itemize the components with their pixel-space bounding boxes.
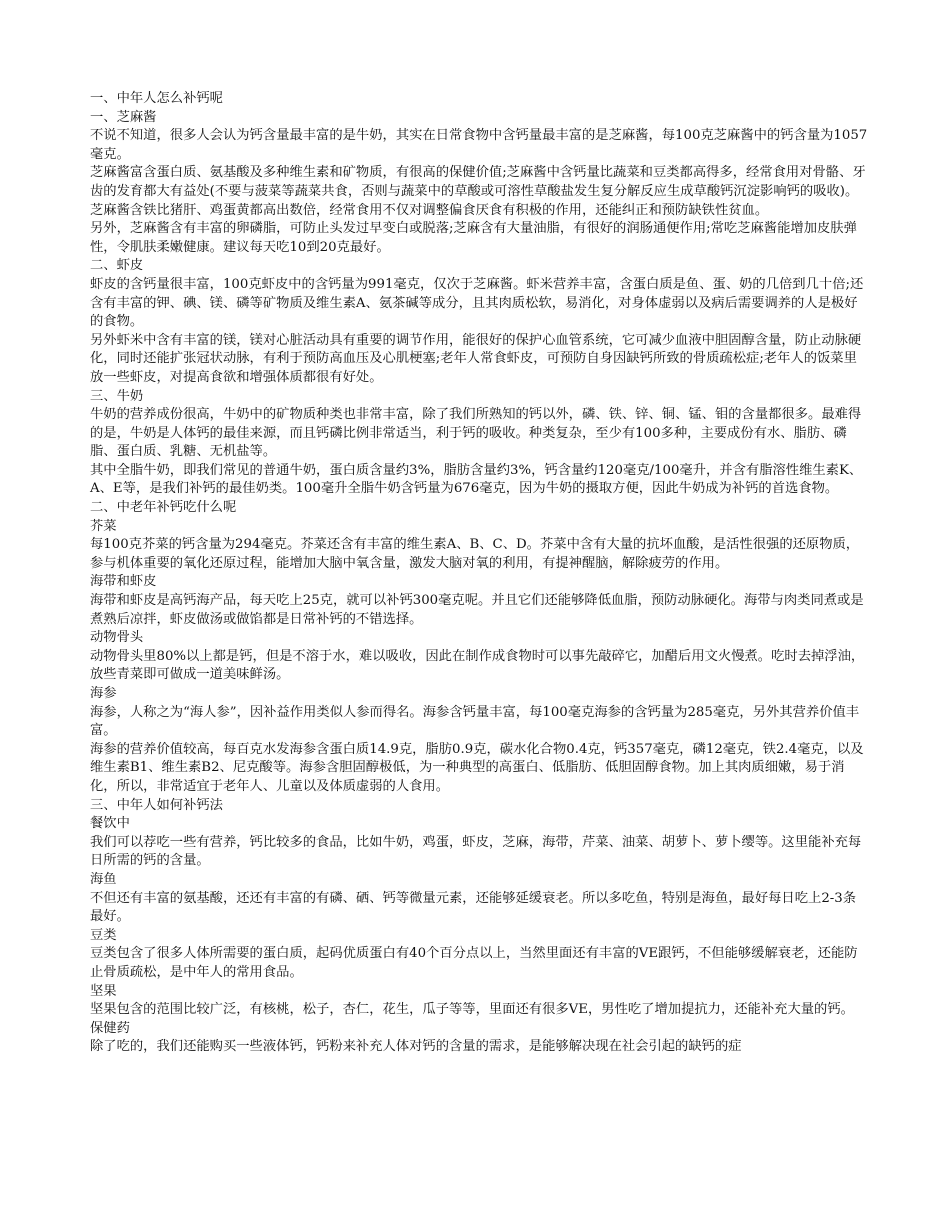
paragraph: 其中全脂牛奶，即我们常见的普通牛奶，蛋白质含量约3%，脂肪含量约3%，钙含量约120毫克/100毫升，并含有脂溶性维生素K、A、E等，是我们补钙的最佳奶类。100毫升全脂牛奶含钙量为676毫克，因为牛奶的摄取方便，因此牛奶成为补钙的首选食物。	[90, 462, 863, 497]
subsection-supplements: 保健药	[90, 1020, 130, 1036]
paragraph: 海带和虾皮是高钙海产品，每天吃上25克，就可以补钙300毫克呢。并且它们还能够降低血脂，预防动脉硬化。海带与肉类同煮或是煮熟后凉拌，虾皮做汤或做馅都是日常补钙的不错选择。	[90, 593, 864, 627]
paragraph: 不说不知道，很多人会认为钙含量最丰富的是牛奶，其实在日常食物中含钙量最丰富的是芝麻酱，每100克芝麻酱中的钙含量为1057毫克。	[90, 128, 868, 162]
paragraph: 除了吃的，我们还能购买一些液体钙，钙粉来补充人体对钙的含量的需求，是能够解决现在社会引起的缺钙的症	[90, 1039, 742, 1055]
subsection-diet: 餐饮中	[90, 816, 130, 832]
paragraph: 动物骨头里80%以上都是钙，但是不溶于水，难以吸收，因此在制作成食物时可以事先敲碎它，加醋后用文火慢煮。吃时去掉浮油，放些青菜即可做成一道美味鲜汤。	[90, 648, 865, 683]
paragraph: 另外虾米中含有丰富的镁，镁对心脏活动具有重要的调节作用，能很好的保护心血管系统，它可减少血液中胆固醇含量，防止动脉硬化，同时还能扩张冠状动脉，有利于预防高血压及心肌梗塞;老年人常食虾皮，可预防自身因缺钙所致的骨质疏松症;老年人的饭菜里放一些虾皮，对提高食欲和增强体质都很有好处。	[90, 332, 862, 385]
paragraph: 不但还有丰富的氨基酸，还还有丰富的有磷、硒、钙等微量元素，还能够延缓衰老。所以多吃鱼，特别是海鱼，最好每日吃上2-3条最好。	[90, 890, 857, 925]
section-title-1: 一、中年人怎么补钙呢	[90, 91, 223, 106]
subsection-milk: 三、牛奶	[90, 388, 144, 404]
subsection-sea-cucumber: 海参	[90, 686, 117, 701]
subsection-nuts: 坚果	[90, 983, 117, 999]
subsection-kelp-shrimp: 海带和虾皮	[90, 574, 157, 590]
subsection-mustard: 芥菜	[90, 518, 117, 534]
subsection-sea-fish: 海鱼	[90, 871, 117, 887]
paragraph: 每100克芥菜的钙含量为294毫克。芥菜还含有丰富的维生素A、B、C、D。芥菜中含有大量的抗坏血酸，是活性很强的还原物质，参与机体重要的氧化还原过程，能增加大脑中氧含量，激发大脑对氧的利用，有提神醒脑，解除疲劳的作用。	[90, 537, 860, 571]
paragraph: 坚果包含的范围比较广泛，有核桃，松子，杏仁，花生，瓜子等等，里面还有很多VE，男性吃了增加提抗力，还能补充大量的钙。	[90, 1002, 854, 1018]
subsection-beans: 豆类	[90, 927, 117, 943]
paragraph: 我们可以荐吃一些有营养，钙比较多的食品，比如牛奶，鸡蛋，虾皮，芝麻，海带，芹菜、油菜、胡萝卜、萝卜缨等。这里能补充每日所需的钙的含量。	[90, 834, 862, 869]
paragraph: 豆类包含了很多人体所需要的蛋白质，起码优质蛋白有40个百分点以上，当然里面还有丰富的VE跟钙，不但能够缓解衰老，还能防止骨质疏松，是中年人的常用食品。	[90, 946, 858, 980]
section-title-2: 二、中老年补钙吃什么呢	[90, 500, 237, 516]
paragraph: 牛奶的营养成份很高，牛奶中的矿物质种类也非常丰富，除了我们所熟知的钙以外，磷、铁、锌、铜、锰、钼的含量都很多。最难得的是，牛奶是人体钙的最佳来源，而且钙磷比例非常适当，利于钙的吸收。种类复杂，至少有100多种，主要成份有水、脂肪、磷脂、蛋白质、乳糖、无机盐等。	[90, 407, 862, 460]
section-title-3: 三、中年人如何补钙法	[90, 797, 223, 813]
paragraph: 另外，芝麻酱含有丰富的卵磷脂，可防止头发过早变白或脱落;芝麻含有大量油脂，有很好的润肠通便作用;常吃芝麻酱能增加皮肤弹性，令肌肤柔嫩健康。建议每天吃10到20克最好。	[90, 221, 857, 255]
paragraph: 虾皮的含钙量很丰富，100克虾皮中的含钙量为991毫克，仅次于芝麻酱。虾米营养丰富，含蛋白质是鱼、蛋、奶的几倍到几十倍;还含有丰富的钾、碘、镁、磷等矿物质及维生素A、氨茶碱等成分，且其肉质松软，易消化，对身体虚弱以及病后需要调养的人是极好的食物。	[90, 276, 864, 330]
subsection-sesame-paste: 一、芝麻酱	[90, 109, 157, 125]
subsection-dried-shrimp: 二、虾皮	[90, 258, 144, 274]
paragraph: 芝麻酱富含蛋白质、氨基酸及多种维生素和矿物质，有很高的保健价值;芝麻酱中含钙量比蔬菜和豆类都高得多，经常食用对骨骼、牙齿的发育都大有益处(不要与菠菜等蔬菜共食，否则与蔬菜中的草酸或可溶性草酸盐发生复分解反应生成草酸钙沉淀影响钙的吸收)。芝麻酱含铁比猪肝、鸡蛋黄都高出数倍，经常食用不仅对调整偏食厌食有积极的作用，还能纠正和预防缺铁性贫血。	[90, 165, 866, 218]
paragraph: 海参的营养价值较高，每百克水发海参含蛋白质14.9克，脂肪0.9克，碳水化合物0.4克，钙357毫克，磷12毫克，铁2.4毫克，以及维生素B1、维生素B2、尼克酸等。海参含胆固醇极低，为一种典型的高蛋白、低脂肪、低胆固醇食物。加上其肉质细嫩，易于消化，所以，非常适宜于老年人、儿童以及体质虚弱的人食用。	[90, 741, 864, 794]
paragraph: 海参，人称之为“海人参”，因补益作用类似人参而得名。海参含钙量丰富，每100毫克海参的含钙量为285毫克，另外其营养价值丰富。	[90, 704, 860, 739]
subsection-animal-bones: 动物骨头	[90, 630, 144, 646]
